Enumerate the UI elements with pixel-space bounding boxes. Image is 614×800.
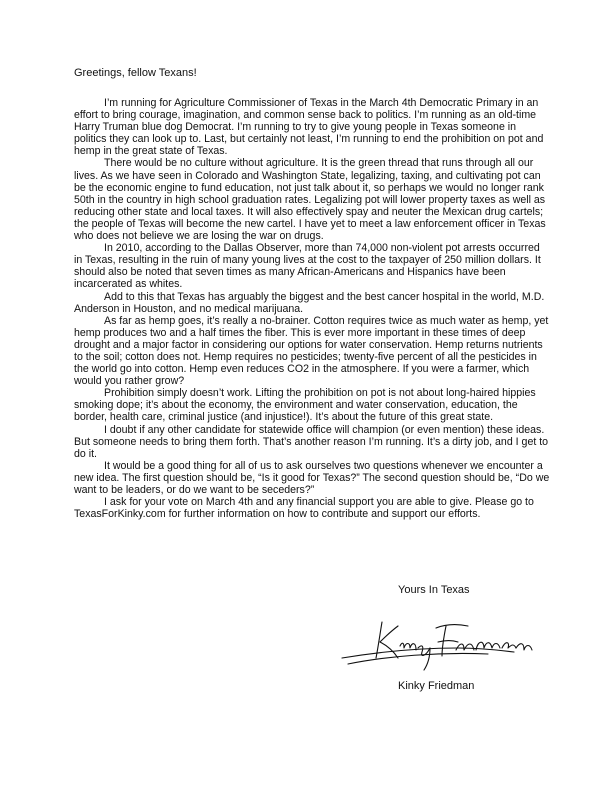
greeting: Greetings, fellow Texans!	[74, 67, 197, 79]
paragraph: I’m running for Agriculture Commissioner of Texas in the March 4th Democratic Primary in an effort to bring courage, imagination, and common sense back to politics. I’m running as an old-time Harry Truman blue dog Democrat. I’m running to try to give young people in Texas someone in politics they can look up to. Last, but certainly not least, I’m running to end the prohibition on pot and hemp in the great state of Texas.	[74, 97, 544, 158]
paragraph: As far as hemp goes, it’s really a no-brainer. Cotton requires twice as much water as hemp, yet hemp produces two and a half times the fiber. This is ever more important in these times of deep drought and a major factor in considering our options for water conservation. Hemp returns nutrients to the soil; cotton does not. Hemp requires no pesticides; twenty-five percent of all the pesticides in the world go into cotton. Hemp even reduces CO2 in the atmosphere. If you were a farmer, which would you rather grow?	[74, 314, 549, 388]
closing: Yours In Texas	[398, 584, 470, 596]
paragraph: I doubt if any other candidate for statewide office will champion (or even mention) these ideas. But someone needs to bring them forth. That’s another reason I’m running. It’s a dirty job, and I get to do it.	[74, 423, 549, 460]
signer-name: Kinky Friedman	[398, 680, 475, 692]
paragraph: It would be a good thing for all of us to ask ourselves two questions whenever we encounter a new idea. The first question should be, “Is it good for Texas?” The second question should be, “Do we want to be leaders, or do we want to be seceders?”	[74, 459, 550, 496]
paragraph: Add to this that Texas has arguably the biggest and the best cancer hospital in the world, M.D. Anderson in Houston, and no medical marijuana.	[74, 290, 545, 315]
paragraph: Prohibition simply doesn’t work. Lifting the prohibition on pot is not about long-haired hippies smoking dope; it’s about the economy, the environment and water conservation, education, the border, health care, criminal justice (and injustice!). It’s about the future of this great state.	[74, 387, 536, 424]
paragraph: In 2010, according to the Dallas Observer, more than 74,000 non-violent pot arrests occurred in Texas, resulting in the ruin of many young lives at the cost to the taxpayer of 250 million dollars. It should also be noted that seven times as many African-Americans and Hispanics have been incarcerated as whites.	[74, 242, 541, 291]
handwritten-signature	[338, 612, 538, 678]
paragraph: There would be no culture without agriculture. It is the green thread that runs through all our lives. As we have seen in Colorado and Washington State, legalizing, taxing, and cultivating pot can be the economic engine to fund education, not just talk about it, so perhaps we would no longer rank 50th in the country in high school graduation rates. Legalizing pot will lower property taxes as well as reducing other state and local taxes. It will also effectively spay and neuter the Mexican drug cartels; the people of Texas will become the new cartel. I have yet to meet a law enforcement officer in Texas who does not believe we are losing the war on drugs.	[74, 157, 546, 243]
paragraph: I ask for your vote on March 4th and any financial support you are able to give. Please go to TexasForKinky.com for further information on how to contribute and support our efforts.	[74, 496, 534, 521]
letter-body	[74, 97, 550, 520]
